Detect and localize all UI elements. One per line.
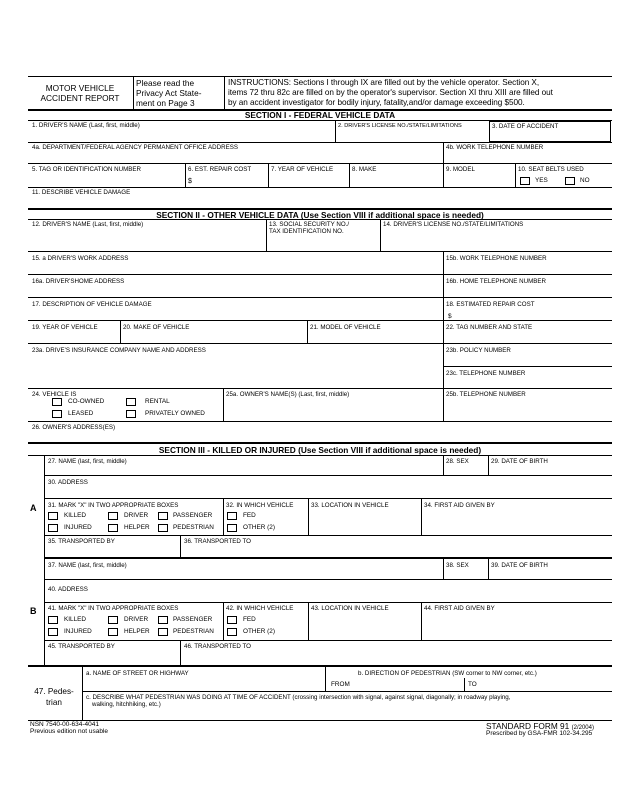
rule	[335, 120, 336, 142]
rule	[464, 678, 465, 691]
rule	[120, 320, 121, 343]
field-label: 12. DRIVER'S NAME (Last, first, middle)	[32, 221, 144, 228]
field-label: 23a. DRIVE'S INSURANCE COMPANY NAME AND ADDRESS	[32, 347, 206, 354]
rule	[421, 498, 422, 535]
rule	[380, 219, 381, 251]
rule	[307, 320, 308, 343]
person-b-letter: B	[30, 606, 37, 616]
rule	[28, 320, 612, 321]
form-number-text: STANDARD FORM 91	[486, 721, 570, 731]
field-label: 20. MAKE OF VEHICLE	[123, 324, 190, 331]
prescribed-by: Prescribed by GSA-FMR 102-34.295	[486, 730, 593, 737]
field-label: 5. TAG OR IDENTIFICATION NUMBER	[32, 166, 141, 173]
form-title-line: ACCIDENT REPORT	[40, 93, 120, 103]
rule	[28, 76, 612, 77]
checkbox-label: PEDESTRIAN	[173, 628, 214, 635]
passenger-checkbox-b[interactable]	[158, 616, 168, 624]
leased-checkbox[interactable]	[52, 410, 62, 418]
field-label: 3. DATE OF ACCIDENT	[492, 123, 559, 130]
pedestrian-label	[30, 686, 78, 708]
rule	[443, 274, 444, 297]
rule	[28, 142, 612, 143]
checkbox-label: FED	[243, 616, 256, 623]
seatbelt-no-checkbox[interactable]	[565, 177, 575, 185]
field-label: 15. a DRIVER'S WORK ADDRESS	[32, 255, 129, 262]
checkbox-label: HELPER	[124, 524, 150, 531]
field-label: 7. YEAR OF VEHICLE	[271, 166, 334, 173]
checkbox-label: NO	[580, 177, 590, 184]
rule	[443, 163, 444, 187]
field-label: 46. TRANSPORTED TO	[184, 643, 251, 650]
instructions-line: by an accident investigator for bodily injury, fatality,and/or damage exceeding $500.	[228, 98, 525, 107]
field-label: 9. MODEL	[446, 166, 475, 173]
rental-checkbox[interactable]	[126, 398, 136, 406]
field-label: 11. DESCRIBE VEHICLE DAMAGE	[32, 189, 131, 196]
passenger-checkbox-a[interactable]	[158, 512, 168, 520]
field-label: 43. LOCATION IN VEHICLE	[311, 605, 389, 612]
privacy-notice	[136, 78, 201, 108]
field-label: 8. MAKE	[352, 166, 377, 173]
rule	[443, 142, 444, 163]
section-title: SECTION I - FEDERAL VEHICLE DATA	[244, 110, 396, 120]
checkbox-label: HELPER	[124, 628, 150, 635]
rule	[28, 274, 612, 275]
field-label: 16a. DRIVER'SHOME ADDRESS	[32, 278, 125, 285]
checkbox-label: DRIVER	[124, 512, 149, 519]
rule	[44, 602, 612, 603]
rule	[28, 297, 612, 298]
rule	[325, 665, 326, 691]
killed-checkbox-a[interactable]	[48, 512, 58, 520]
field-label: 42. IN WHICH VEHICLE	[226, 605, 294, 612]
field-label: 16b. HOME TELEPHONE NUMBER	[446, 278, 546, 285]
rule	[44, 640, 612, 641]
field-label: 14. DRIVER'S LICENSE NO./STATE/LIMITATIONS	[383, 221, 524, 228]
rule	[443, 455, 444, 475]
rule	[223, 388, 224, 421]
rule	[268, 163, 269, 187]
field-label: 4a. DEPARTMENT/FEDERAL AGENCY PERMANENT OFFICE ADDRESS	[32, 144, 238, 151]
injured-checkbox-a[interactable]	[48, 524, 58, 532]
field-label: 44. FIRST AID GIVEN BY	[424, 605, 495, 612]
checkbox-label: KILLED	[64, 512, 87, 519]
rule	[185, 163, 186, 187]
checkbox-label: FED	[243, 512, 256, 519]
rule	[266, 219, 267, 251]
field-label: 22. TAG NUMBER AND STATE	[446, 324, 533, 331]
rule	[180, 640, 181, 665]
rule	[44, 475, 612, 476]
privacy-notice-line: ment on Page 3	[136, 98, 195, 108]
pedestrian-checkbox-b[interactable]	[158, 628, 168, 636]
field-label-line: c. DESCRIBE WHAT PEDESTRIAN WAS DOING AT TIME OF ACCIDENT (crossing intersection with signal, against signal, diagonally; in roadway playing,	[86, 694, 511, 701]
checkbox-label: INJURED	[64, 524, 92, 531]
killed-checkbox-b[interactable]	[48, 616, 58, 624]
field-label: 35. TRANSPORTED BY	[48, 538, 115, 545]
form-title	[30, 83, 130, 103]
checkbox-label: LEASED	[68, 410, 94, 417]
from-label: FROM	[331, 681, 350, 688]
field-label: 39. DATE OF BIRTH	[491, 562, 548, 569]
rule	[44, 557, 612, 559]
field-label: 41. MARK "X" IN TWO APPROPRIATE BOXES	[48, 605, 179, 612]
rule	[28, 187, 612, 188]
to-label: TO	[468, 681, 477, 688]
field-label: 23b. POLICY NUMBER	[446, 347, 511, 354]
field-label: 17. DESCRIPTION OF VEHICLE DAMAGE	[32, 301, 152, 308]
rule	[28, 219, 612, 220]
rule	[488, 558, 489, 579]
rule	[223, 602, 224, 640]
rule	[44, 498, 612, 499]
checkbox-label: PASSENGER	[173, 616, 213, 623]
privately-owned-checkbox[interactable]	[126, 410, 136, 418]
checkbox-label: DRIVER	[124, 616, 149, 623]
rule	[82, 691, 612, 692]
helper-checkbox-a[interactable]	[108, 524, 118, 532]
field-label: 27. NAME (last, first, middle)	[48, 458, 127, 465]
checkbox-label: INJURED	[64, 628, 92, 635]
field-label: 1. DRIVER'S NAME (Last, first, middle)	[32, 122, 140, 129]
field-label: 36. TRANSPORTED TO	[184, 538, 251, 545]
field-label: 45. TRANSPORTED BY	[48, 643, 115, 650]
fed-checkbox-a[interactable]	[227, 512, 237, 520]
rule	[133, 76, 134, 109]
rule	[488, 455, 489, 475]
rule	[28, 421, 612, 422]
field-label: 30. ADDRESS	[48, 479, 88, 486]
privacy-notice-line: Please read the	[136, 78, 195, 88]
field-label	[269, 221, 349, 235]
rule	[308, 498, 309, 535]
field-label: a. NAME OF STREET OR HIGHWAY	[86, 670, 189, 677]
nsn-number: NSN 7540-00-634-4041	[30, 721, 100, 728]
field-label: 33. LOCATION IN VEHICLE	[311, 502, 389, 509]
field-label-line: 13. SOCIAL SECURITY NO./	[269, 221, 350, 228]
checkbox-label: PEDESTRIAN	[173, 524, 214, 531]
checkbox-label: PASSENGER	[173, 512, 213, 519]
field-label: 2. DRIVER'S LICENSE NO./STATE/LIMITATIONS	[338, 123, 462, 129]
rule	[223, 498, 224, 535]
privacy-notice-line: Privacy Act State-	[136, 88, 202, 98]
field-label: 4b. WORK TELEPHONE NUMBER	[446, 144, 544, 151]
rule	[421, 602, 422, 640]
rule	[443, 366, 612, 367]
field-label: 6. EST. REPAIR COST	[188, 166, 252, 173]
rule	[224, 76, 225, 109]
field-label: 37. NAME (last, first, middle)	[48, 562, 127, 569]
rule	[82, 665, 83, 720]
rule	[308, 602, 309, 640]
fed-checkbox-b[interactable]	[227, 616, 237, 624]
field-label: 40. ADDRESS	[48, 586, 88, 593]
form-title-line: MOTOR VEHICLE	[45, 83, 115, 93]
rule	[44, 579, 612, 580]
rule	[44, 535, 612, 536]
dollar-sign: $	[188, 178, 192, 185]
rule	[515, 163, 516, 187]
checkbox-label: CO-OWNED	[68, 398, 105, 405]
rule	[443, 297, 444, 320]
field-label: 19. YEAR OF VEHICLE	[32, 324, 98, 331]
field-label: 38. SEX	[446, 562, 469, 569]
field-label: 24. VEHICLE IS	[32, 391, 77, 398]
rule	[28, 665, 612, 667]
pedestrian-label-line: 47. Pedes-	[34, 687, 74, 696]
field-label-line: walking, hitchhiking, etc.)	[92, 701, 161, 708]
field-label: 18. ESTIMATED REPAIR COST	[446, 301, 535, 308]
rule	[28, 343, 612, 344]
other-checkbox-b[interactable]	[227, 628, 237, 636]
form-date: (2/2004)	[571, 725, 594, 731]
field-label: 32. IN WHICH VEHICLE	[226, 502, 294, 509]
section-title: SECTION II - OTHER VEHICLE DATA (Use Section VIII if additional space is needed)	[156, 210, 484, 220]
other-checkbox-a[interactable]	[227, 524, 237, 532]
rule	[443, 388, 444, 421]
checkbox-label: KILLED	[64, 616, 87, 623]
field-label: 25b. TELEPHONE NUMBER	[446, 391, 526, 398]
section-title: SECTION III - KILLED OR INJURED (Use Section VIII if additional space is needed)	[158, 445, 482, 455]
field-label: b. DIRECTION OF PEDESTRIAN (SW corner to NW corner, etc.)	[358, 670, 537, 677]
field-label: 15b. WORK TELEPHONE NUMBER	[446, 255, 547, 262]
checkbox-label: YES	[535, 177, 548, 184]
field-label: 29. DATE OF BIRTH	[491, 458, 548, 465]
field-label: 21. MODEL OF VEHICLE	[310, 324, 381, 331]
field-label: 34. FIRST AID GIVEN BY	[424, 502, 495, 509]
field-label	[86, 694, 510, 708]
field-label: 10. SEAT BELTS USED	[518, 166, 584, 173]
rule	[28, 442, 612, 444]
co-owned-checkbox[interactable]	[52, 398, 62, 406]
rule	[44, 455, 45, 665]
helper-checkbox-b[interactable]	[108, 628, 118, 636]
pedestrian-checkbox-a[interactable]	[158, 524, 168, 532]
field-label: 28. SEX	[446, 458, 469, 465]
checkbox-label: PRIVATELY OWNED	[145, 410, 205, 417]
driver-checkbox-a[interactable]	[108, 512, 118, 520]
checkbox-label: OTHER (2)	[243, 524, 275, 531]
rule	[28, 163, 612, 164]
instructions-line: items 72 thru 82c are filled on by the operator's supervisor. Section XI thru XIII are filled out	[228, 88, 553, 97]
driver-checkbox-b[interactable]	[108, 616, 118, 624]
checkbox-label: RENTAL	[145, 398, 170, 405]
rule	[180, 535, 181, 557]
rule	[28, 251, 612, 252]
field-label: 26. OWNER'S ADDRESS(ES)	[32, 424, 116, 431]
rule	[349, 163, 350, 187]
field-label: 31. MARK "X" IN TWO APPROPRIATE BOXES	[48, 502, 179, 509]
rule	[443, 251, 444, 274]
field-label-line: TAX IDENTIFICATION NO.	[269, 228, 344, 235]
person-a-letter: A	[30, 503, 37, 513]
seatbelt-yes-checkbox[interactable]	[520, 177, 530, 185]
rule	[443, 320, 444, 343]
previous-edition-note: Previous edition not usable	[30, 728, 109, 735]
injured-checkbox-b[interactable]	[48, 628, 58, 636]
rule	[28, 455, 612, 456]
instructions-line: INSTRUCTIONS: Sections I through IX are filled out by the vehicle operator. Section X,	[228, 78, 540, 87]
field-label: 23c. TELEPHONE NUMBER	[446, 370, 526, 377]
instructions	[228, 78, 553, 108]
dollar-sign: $	[448, 313, 452, 320]
field-label: 25a. OWNER'S NAME(S) (Last, first, middle)	[226, 391, 350, 398]
checkbox-label: OTHER (2)	[243, 628, 275, 635]
rule	[28, 388, 612, 389]
pedestrian-label-line: trian	[46, 698, 62, 707]
rule	[443, 558, 444, 579]
